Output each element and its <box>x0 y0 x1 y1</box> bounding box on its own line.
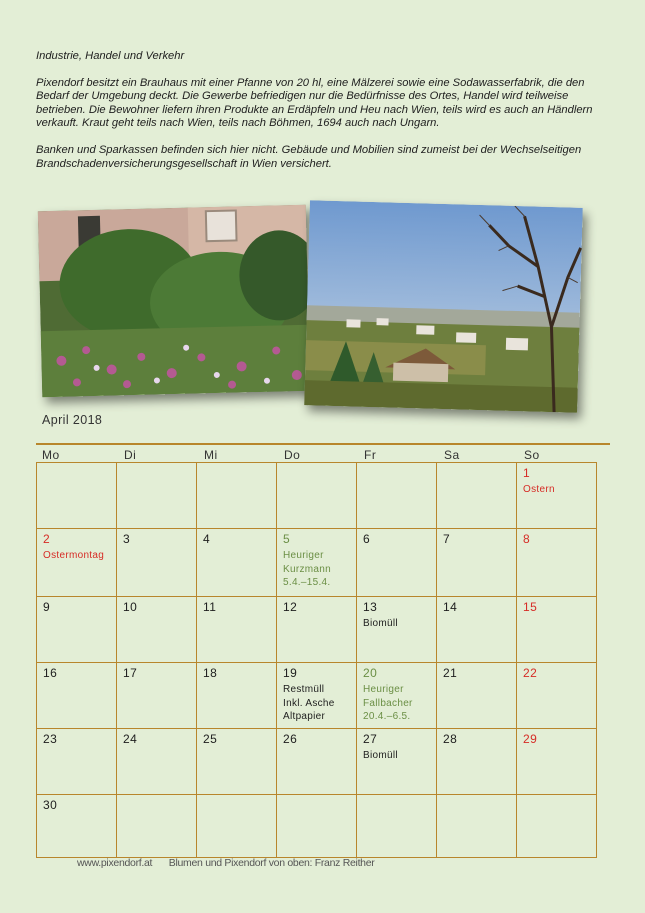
day-cell-21 <box>437 663 517 729</box>
intro-paragraph-2: Banken und Sparkassen befinden sich hier nicht. Gebäude und Mobilien sind zumeist bei der Wechselseitigen Brandschadenversicherungsgesellschaft in Wien versichert. <box>36 143 582 170</box>
empty-cell <box>357 795 437 858</box>
footer-website: www.pixendorf.at <box>77 857 153 869</box>
day-number: 1 <box>523 466 531 480</box>
month-title: April 2018 <box>42 413 103 427</box>
day-number: 11 <box>203 600 217 614</box>
day-number: 3 <box>123 532 131 546</box>
empty-cell <box>277 795 357 858</box>
day-cell-18 <box>197 663 277 729</box>
empty-cell <box>437 463 517 529</box>
day-number: 12 <box>283 600 298 614</box>
empty-cell <box>197 795 277 858</box>
day-number: 30 <box>43 798 58 812</box>
day-cell-14 <box>437 597 517 663</box>
day-number: 4 <box>203 532 211 546</box>
footer-photo-credit: Blumen und Pixendorf von oben: Franz Reither <box>168 857 375 869</box>
calendar-grid <box>36 462 597 858</box>
intro-paragraph-1: Pixendorf besitzt ein Brauhaus mit einer Pfanne von 20 hl, eine Mälzerei sowie eine Sodawasserfabrik, die den Bedarf der Umgebung deckt. Die Gewerbe befriedigen nur die Bedürfnisse des Ortes, Handel wird teilweise betrieben. Die Bewohner liefern ihren Produkte an Erdäpfeln und Heu nach Wien, teils wird es auch an Händlern verkauft. Kraut geht teils nach Wien, teils nach Böhmen, 1694 auch nach Ungarn. <box>36 76 593 130</box>
weekday-so: So <box>524 448 540 462</box>
day-number: 6 <box>363 532 371 546</box>
day-note: Heuriger <box>363 684 404 695</box>
day-cell-30 <box>37 795 117 858</box>
empty-cell <box>517 795 597 858</box>
day-note: 20.4.–6.5. <box>363 711 411 722</box>
day-number: 22 <box>523 666 538 680</box>
day-cell-1 <box>517 463 597 529</box>
day-number: 21 <box>443 666 458 680</box>
day-note: Biomüll <box>363 750 398 761</box>
day-cell-19 <box>277 663 357 729</box>
day-note: Inkl. Asche <box>283 697 335 709</box>
day-number: 20 <box>363 666 378 680</box>
empty-cell <box>37 463 117 529</box>
calendar-week-4 <box>37 663 597 729</box>
day-cell-16 <box>37 663 117 729</box>
day-cell-20 <box>357 663 437 729</box>
day-cell-22 <box>517 663 597 729</box>
day-number: 28 <box>443 732 458 746</box>
weekday-sa: Sa <box>444 448 460 462</box>
day-number: 13 <box>363 600 378 614</box>
day-cell-8 <box>517 529 597 597</box>
day-number: 18 <box>203 666 218 680</box>
day-number: 24 <box>123 732 138 746</box>
day-cell-27 <box>357 729 437 795</box>
day-number: 29 <box>523 732 538 746</box>
day-cell-10 <box>117 597 197 663</box>
day-note: Fallbacher <box>363 697 413 709</box>
day-cell-6 <box>357 529 437 597</box>
day-note: Ostermontag <box>43 550 105 561</box>
day-number: 19 <box>283 666 298 680</box>
pixendorf-from-above-photo <box>304 200 583 413</box>
day-cell-3 <box>117 529 197 597</box>
calendar-week-2 <box>37 529 597 597</box>
day-note: Kurzmann <box>283 563 331 575</box>
day-number: 17 <box>123 666 138 680</box>
intro-heading: Industrie, Handel und Verkehr <box>36 50 185 62</box>
day-note: Biomüll <box>363 618 398 629</box>
day-note: Ostern <box>523 484 555 495</box>
day-number: 2 <box>43 532 51 546</box>
day-note: Heuriger <box>283 550 324 561</box>
day-number: 25 <box>203 732 218 746</box>
day-cell-29 <box>517 729 597 795</box>
weekday-mo: Mo <box>42 448 60 462</box>
empty-cell <box>117 463 197 529</box>
day-cell-28 <box>437 729 517 795</box>
day-number: 5 <box>283 532 291 546</box>
day-cell-11 <box>197 597 277 663</box>
weekday-di: Di <box>124 448 137 462</box>
flowers-garden-photo <box>38 205 310 397</box>
day-cell-2 <box>37 529 117 597</box>
day-number: 7 <box>443 532 451 546</box>
day-cell-24 <box>117 729 197 795</box>
calendar-week-1 <box>37 463 597 529</box>
day-cell-12 <box>277 597 357 663</box>
empty-cell <box>437 795 517 858</box>
empty-cell <box>117 795 197 858</box>
calendar-week-6 <box>37 795 597 858</box>
day-note: 5.4.–15.4. <box>283 577 331 588</box>
calendar-week-3 <box>37 597 597 663</box>
day-number: 10 <box>123 600 138 614</box>
day-number: 27 <box>363 732 378 746</box>
calendar-top-rule <box>36 443 610 445</box>
empty-cell <box>197 463 277 529</box>
day-cell-4 <box>197 529 277 597</box>
day-number: 15 <box>523 600 538 614</box>
day-cell-9 <box>37 597 117 663</box>
day-number: 26 <box>283 732 298 746</box>
calendar-week-5 <box>37 729 597 795</box>
day-cell-23 <box>37 729 117 795</box>
weekday-do: Do <box>284 448 301 462</box>
day-cell-25 <box>197 729 277 795</box>
day-number: 23 <box>43 732 58 746</box>
day-number: 16 <box>43 666 58 680</box>
day-number: 14 <box>443 600 458 614</box>
empty-cell <box>357 463 437 529</box>
day-number: 8 <box>523 532 531 546</box>
day-cell-7 <box>437 529 517 597</box>
day-cell-5 <box>277 529 357 597</box>
footer <box>77 857 388 869</box>
weekday-fr: Fr <box>364 448 377 462</box>
day-note: Altpapier <box>283 711 326 722</box>
day-note: Restmüll <box>283 684 325 695</box>
weekday-mi: Mi <box>204 448 218 462</box>
intro-text <box>36 50 608 184</box>
day-cell-13 <box>357 597 437 663</box>
empty-cell <box>277 463 357 529</box>
day-cell-17 <box>117 663 197 729</box>
day-number: 9 <box>43 600 51 614</box>
day-cell-15 <box>517 597 597 663</box>
day-cell-26 <box>277 729 357 795</box>
